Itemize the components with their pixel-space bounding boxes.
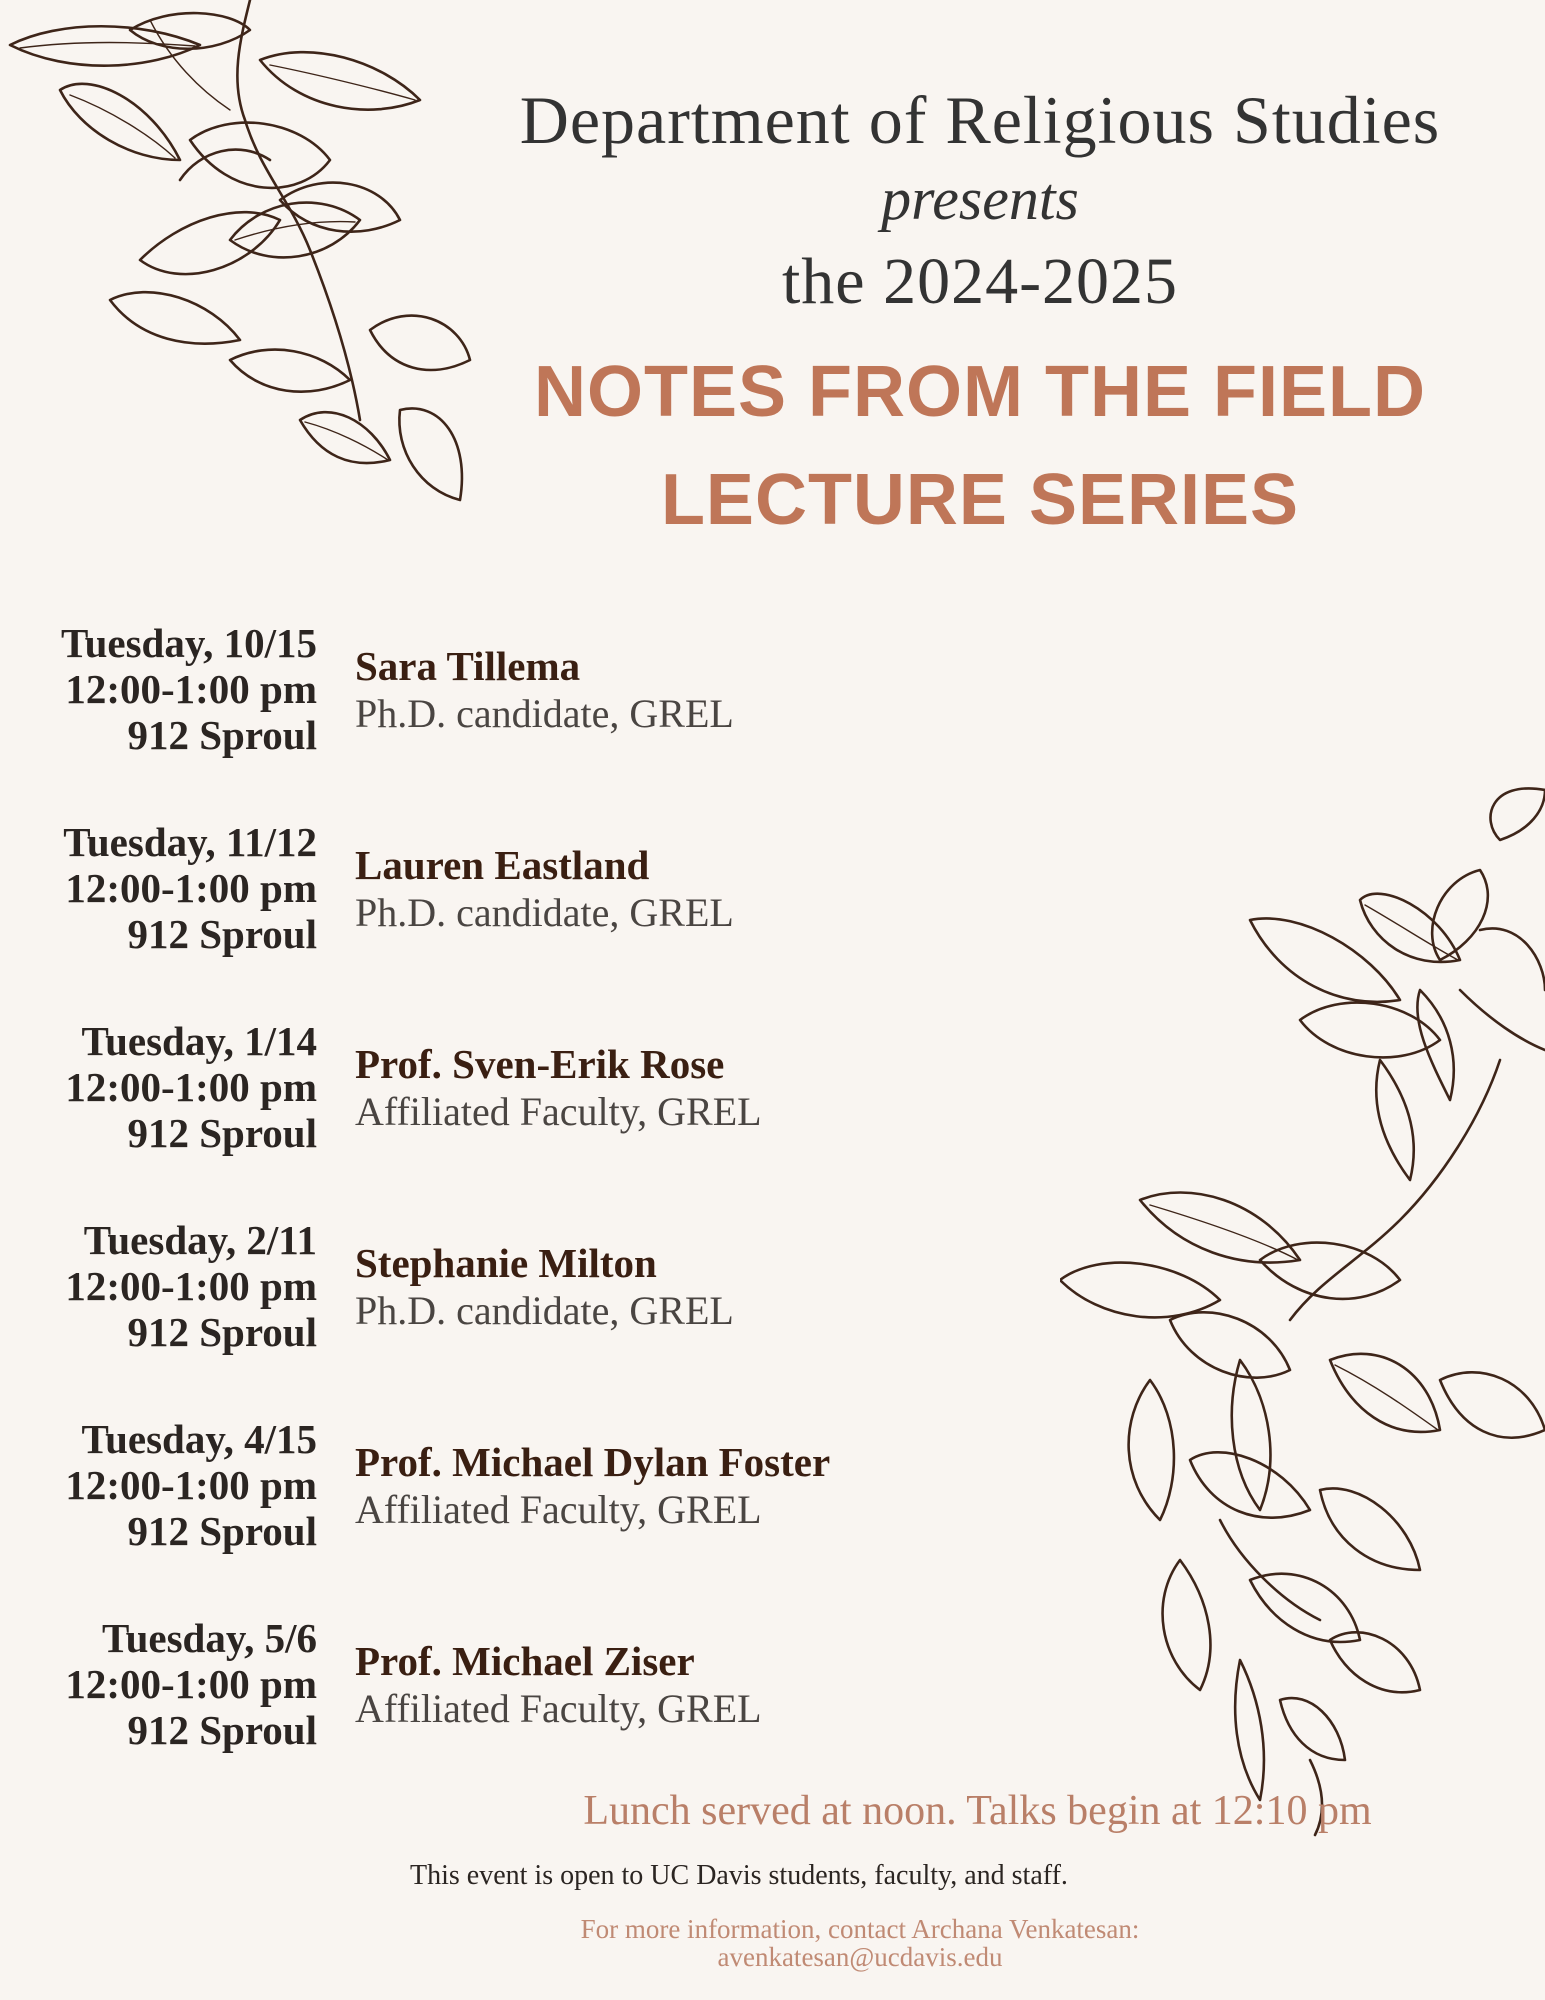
contact-info [440, 1915, 1280, 1971]
event-when [65, 1217, 317, 1355]
event-who [355, 1438, 830, 1534]
event-date: Tuesday, 11/12 [63, 819, 317, 865]
event-when [65, 1018, 317, 1156]
event-item [0, 819, 1545, 1019]
event-time: 12:00-1:00 pm [65, 666, 317, 712]
event-item [0, 620, 1545, 820]
series-title-line-1: NOTES FROM THE FIELD [534, 352, 1426, 432]
speaker-name: Sara Tillema [355, 643, 581, 689]
event-time: 12:00-1:00 pm [65, 1064, 317, 1110]
contact-line: For more information, contact Archana Venkatesan: [580, 1914, 1140, 1944]
presents-text: presents [881, 166, 1079, 232]
event-item [0, 1018, 1545, 1218]
speaker-role: Affiliated Faculty, GREL [355, 1487, 762, 1532]
speaker-role: Ph.D. candidate, GREL [355, 890, 734, 935]
event-location: 912 Sproul [127, 1309, 317, 1355]
event-who [355, 1637, 762, 1733]
event-time: 12:00-1:00 pm [65, 1462, 317, 1508]
event-time: 12:00-1:00 pm [65, 865, 317, 911]
speaker-name: Lauren Eastland [355, 842, 650, 888]
event-when [61, 620, 317, 758]
event-who [355, 1040, 762, 1136]
event-location: 912 Sproul [127, 712, 317, 758]
event-when [65, 1416, 317, 1554]
event-location: 912 Sproul [127, 1508, 317, 1554]
event-item [0, 1217, 1545, 1417]
speaker-role: Affiliated Faculty, GREL [355, 1089, 762, 1134]
speaker-name: Stephanie Milton [355, 1240, 657, 1286]
event-time: 12:00-1:00 pm [65, 1661, 317, 1707]
floral-illustration-top-left [0, 0, 480, 560]
speaker-name: Prof. Sven-Erik Rose [355, 1041, 725, 1087]
series-year: the 2024-2025 [781, 245, 1179, 318]
series-title-line-2: LECTURE SERIES [660, 460, 1300, 540]
event-date: Tuesday, 5/6 [102, 1615, 317, 1661]
event-item [0, 1615, 1545, 1815]
event-location: 912 Sproul [127, 1110, 317, 1156]
speaker-role: Ph.D. candidate, GREL [355, 691, 734, 736]
speaker-role: Ph.D. candidate, GREL [355, 1288, 734, 1333]
event-date: Tuesday, 4/15 [81, 1416, 317, 1462]
contact-email: avenkatesan@ucdavis.edu [717, 1942, 1003, 1972]
event-who [355, 642, 734, 738]
audience-note: This event is open to UC Davis students, faculty, and staff. [410, 1860, 1068, 1891]
event-location: 912 Sproul [127, 1707, 317, 1753]
department-name: Department of Religious Studies [519, 82, 1441, 158]
event-item [0, 1416, 1545, 1616]
series-title [430, 338, 1530, 554]
lunch-note [0, 1787, 1545, 1835]
event-date: Tuesday, 2/11 [83, 1217, 317, 1263]
event-when [65, 1615, 317, 1753]
event-when [63, 819, 317, 957]
event-who [355, 841, 734, 937]
event-date: Tuesday, 10/15 [61, 620, 317, 666]
speaker-name: Prof. Michael Ziser [355, 1638, 695, 1684]
speaker-name: Prof. Michael Dylan Foster [355, 1439, 831, 1485]
lunch-note-text: Lunch served at noon. Talks begin at 12:10 pm [583, 1788, 1372, 1834]
speaker-role: Affiliated Faculty, GREL [355, 1686, 762, 1731]
header [430, 80, 1530, 554]
event-date: Tuesday, 1/14 [81, 1018, 317, 1064]
event-who [355, 1239, 734, 1335]
event-location: 912 Sproul [127, 911, 317, 957]
event-time: 12:00-1:00 pm [65, 1263, 317, 1309]
